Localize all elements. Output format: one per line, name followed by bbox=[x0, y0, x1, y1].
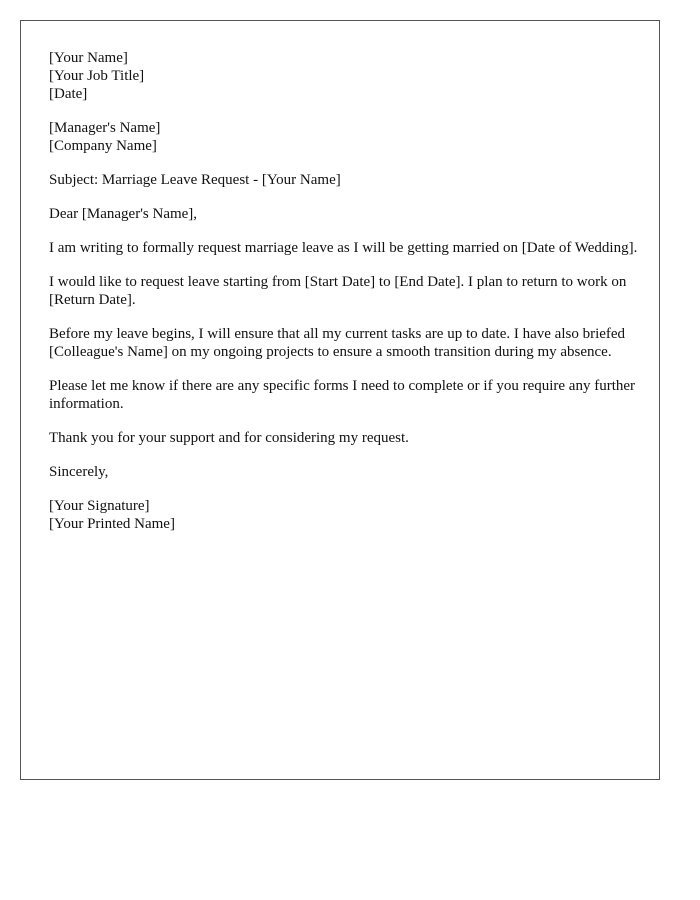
letter-page bbox=[20, 20, 660, 780]
sender-block bbox=[49, 49, 639, 103]
body-paragraph-handover: Before my leave begins, I will ensure that all my current tasks are up to date. I have also briefed [Colleague's Name] on my ongoing projects to ensure a smooth transition during my absence. bbox=[49, 326, 626, 360]
recipient-block bbox=[49, 119, 639, 155]
body-paragraph-wedding: I am writing to formally request marriage leave as I will be getting married on [Date of Wedding]. bbox=[49, 240, 638, 256]
signature-block bbox=[49, 497, 639, 533]
closing: Sincerely, bbox=[49, 464, 109, 480]
recipient-company-name: [Company Name] bbox=[49, 138, 157, 154]
recipient-manager-name: [Manager's Name] bbox=[49, 120, 161, 136]
body-paragraph-thanks: Thank you for your support and for considering my request. bbox=[49, 430, 409, 446]
body-paragraph-dates: I would like to request leave starting from [Start Date] to [End Date]. I plan to return to work on [Return Date]. bbox=[49, 274, 627, 308]
sender-name: [Your Name] bbox=[49, 50, 128, 66]
salutation: Dear [Manager's Name], bbox=[49, 206, 198, 222]
printed-name: [Your Printed Name] bbox=[49, 516, 175, 532]
body-paragraph-forms: Please let me know if there are any specific forms I need to complete or if you require any further information. bbox=[49, 378, 636, 412]
signature-placeholder: [Your Signature] bbox=[49, 498, 150, 514]
letter-date: [Date] bbox=[49, 86, 88, 102]
sender-job-title: [Your Job Title] bbox=[49, 68, 145, 84]
letter-body bbox=[49, 49, 639, 549]
subject-line: Subject: Marriage Leave Request - [Your Name] bbox=[49, 172, 341, 188]
